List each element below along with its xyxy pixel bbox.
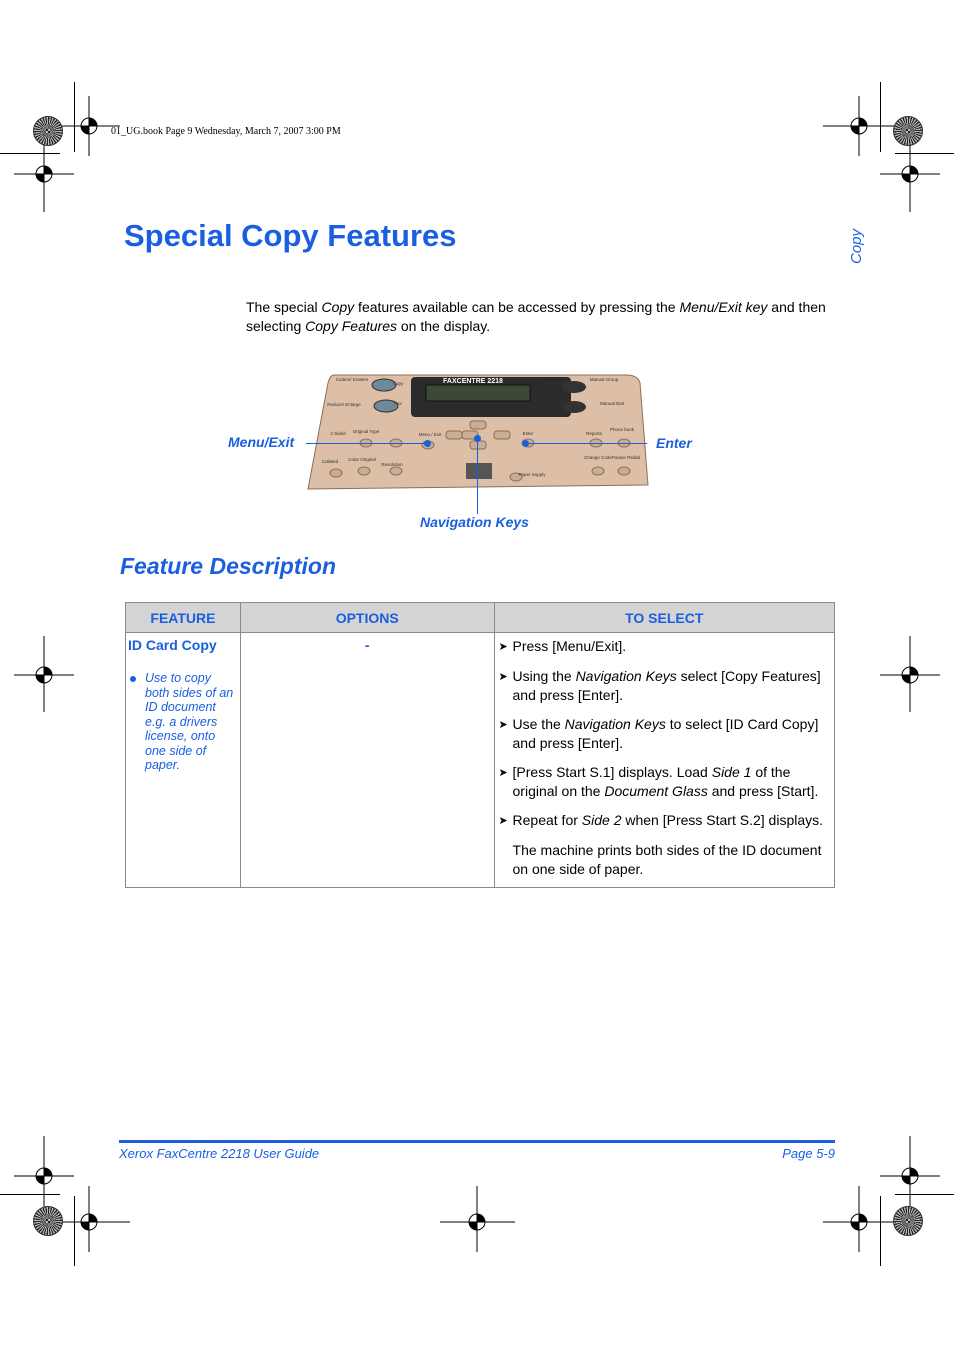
step-item: ➤ Use the Navigation Keys to select [ID Card Copy] and press [Enter]. — [498, 716, 819, 751]
footer-rule — [119, 1140, 835, 1143]
intro-paragraph: The special Copy features available can be accessed by pressing the Menu/Exit key and then selecting Copy Features on the display. — [246, 299, 826, 334]
svg-text:Original Type: Original Type — [352, 429, 380, 434]
chapter-side-tab — [842, 228, 872, 268]
svg-text:Paper Supply: Paper Supply — [518, 472, 546, 477]
svg-text:Job Status: Job Status — [545, 381, 567, 386]
arrow-bullet-icon: ➤ — [498, 719, 508, 731]
table-header-row — [126, 603, 835, 633]
panel-model-label: FAXCENTRE 2218 — [443, 378, 503, 385]
section-title: Feature Description — [120, 553, 336, 579]
callout-menu-exit: Menu/Exit — [228, 434, 295, 450]
registration-target-icon — [33, 116, 63, 146]
callout-line-enter — [527, 443, 647, 444]
callout-line-menu-exit — [306, 443, 428, 444]
callout-dot-navigation — [474, 435, 481, 442]
callout-line-navigation — [477, 440, 478, 514]
option-value: - — [364, 637, 370, 653]
svg-text:Enter: Enter — [522, 431, 534, 436]
feature-table — [125, 602, 835, 888]
callout-dot-enter — [522, 440, 529, 447]
print-header-note: 01_UG.book Page 9 Wednesday, March 7, 2007 3:00 PM — [111, 126, 341, 137]
callout-dot-menu-exit — [424, 440, 431, 447]
svg-text:2 Sided: 2 Sided — [330, 431, 346, 436]
svg-text:Copy: Copy — [392, 381, 404, 386]
chapter-side-tab-label: Copy — [848, 228, 865, 264]
svg-text:Fax: Fax — [394, 401, 402, 406]
svg-text:Reduce/ Enlarge: Reduce/ Enlarge — [327, 402, 361, 407]
svg-text:Machine Status: Machine Status — [538, 401, 570, 406]
header-options: OPTIONS — [240, 603, 494, 633]
control-panel-illustration — [306, 373, 650, 493]
svg-text:Pause/ Redial: Pause/ Redial — [611, 455, 641, 460]
footer-guide-title: Xerox FaxCentre 2218 User Guide — [119, 1146, 320, 1161]
registration-target-icon — [893, 116, 923, 146]
callout-navigation-keys: Navigation Keys — [420, 514, 529, 530]
feature-name: ID Card Copy — [128, 637, 217, 653]
registration-target-icon — [893, 1206, 923, 1236]
svg-text:Change Code: Change Code — [584, 455, 612, 460]
svg-text:Reports: Reports — [586, 431, 602, 436]
step-item: ➤ [Press Start S.1] displays. Load Side 1 of the original on the Document Glass and press [Start]. — [498, 764, 819, 799]
feature-note: Use to copy both sides of an ID document e.g. a drivers license, onto one side of paper. — [126, 653, 240, 773]
svg-text:Phone book: Phone book — [609, 427, 635, 432]
svg-text:Manual Group: Manual Group — [589, 377, 619, 382]
arrow-bullet-icon: ➤ — [498, 767, 508, 779]
svg-text:Cutters/ Erasers: Cutters/ Erasers — [335, 377, 369, 382]
step-item: ➤ Using the Navigation Keys select [Copy Features] and press [Enter]. — [498, 668, 821, 703]
arrow-bullet-icon: ➤ — [498, 641, 508, 653]
step-note: The machine prints both sides of the ID document on one side of paper. — [512, 842, 822, 877]
svg-text:Collated: Collated — [321, 459, 339, 464]
registration-target-icon — [33, 1206, 63, 1236]
step-item: ➤ Repeat for Side 2 when [Press Start S.2] displays. — [499, 811, 830, 831]
header-feature: FEATURE — [126, 603, 241, 633]
step-item: ➤ Press [Menu/Exit]. — [499, 637, 830, 657]
steps-cell — [494, 633, 834, 888]
arrow-bullet-icon: ➤ — [498, 815, 508, 827]
svg-text:Color Original: Color Original — [348, 457, 376, 462]
svg-text:Manual Dial: Manual Dial — [600, 401, 624, 406]
page-title: Special Copy Features — [124, 218, 457, 253]
feature-cell — [126, 633, 241, 888]
table-row — [126, 633, 835, 888]
options-cell — [240, 633, 494, 888]
svg-text:Resolution: Resolution — [381, 462, 403, 467]
callout-enter: Enter — [656, 435, 692, 451]
svg-text:Menu / Exit: Menu / Exit — [418, 432, 442, 437]
footer-page-number: Page 5-9 — [782, 1146, 835, 1161]
arrow-bullet-icon: ➤ — [498, 671, 508, 683]
bullet-icon — [130, 676, 136, 682]
header-to-select: TO SELECT — [494, 603, 834, 633]
